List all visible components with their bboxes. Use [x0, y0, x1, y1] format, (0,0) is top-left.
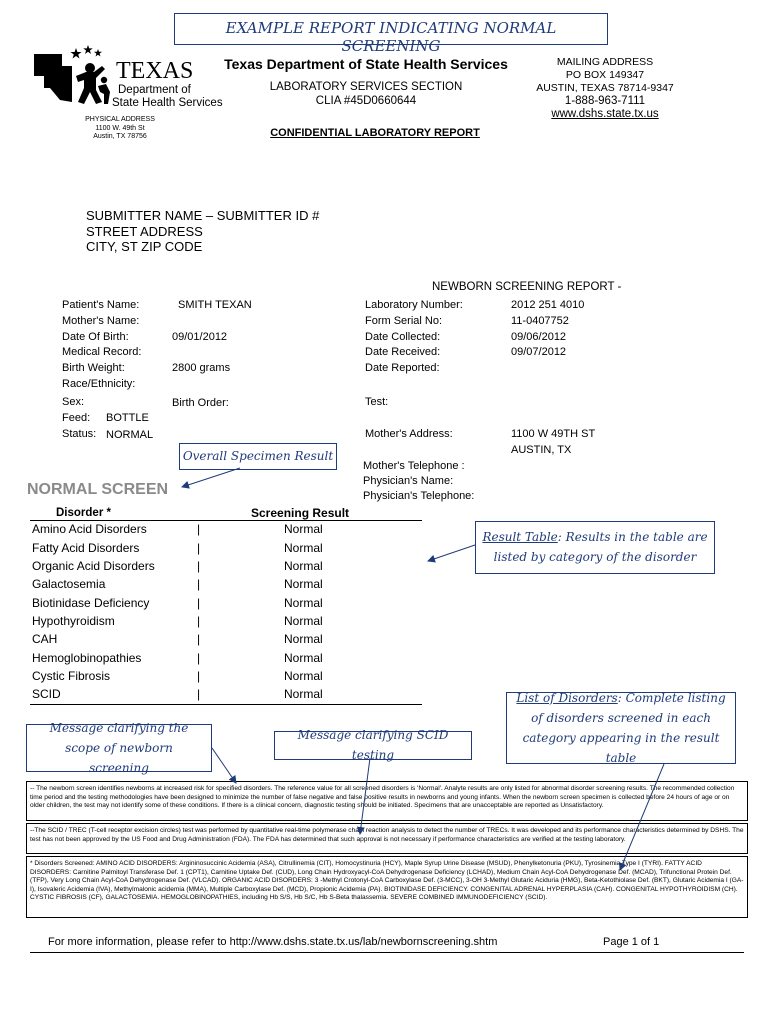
row-disorder: Hemoglobinopathies [32, 651, 142, 665]
overall-result: NORMAL SCREEN [27, 481, 169, 498]
row-result: Normal [284, 522, 323, 536]
row-separator: | [197, 687, 201, 701]
callout-list-heading: List of Disorders [516, 691, 618, 705]
arrow-overall-result [182, 468, 240, 487]
row-disorder: Fatty Acid Disorders [32, 541, 140, 555]
form-serial: 11-0407752 [511, 315, 569, 327]
patient-name: SMITH TEXAN [178, 299, 252, 311]
patient-name-label: Patient's Name: [62, 299, 140, 311]
mailing-phone: 1-888-963-7111 [564, 95, 646, 107]
banner-title: EXAMPLE REPORT INDICATING NORMAL SCREENING [225, 19, 557, 55]
confidential-title: CONFIDENTIAL LABORATORY REPORT [270, 127, 480, 139]
row-separator: | [197, 614, 201, 628]
date-received-label: Date Received: [365, 346, 441, 358]
test-label: Test: [365, 396, 389, 408]
mailing-web[interactable]: www.dshs.state.tx.us [551, 108, 659, 120]
birth-weight-label: Birth Weight: [62, 362, 125, 374]
note-scid-text: --The SCID / TREC (T-cell receptor excision circles) test was performed by quantitative real-time polymerase chain reaction analysis to detect the number of TRECs. It was developed and its performance characteristics determined by DSHS. The test has not been approved by the US Food and Drug Administration (FDA). The FDA has determined that such approval is not necessary if performance characteristics are verified at the testing laboratory. [30, 827, 744, 843]
note-scope-text: -- The newborn screen identifies newborns at increased risk for specified disorders. The reference value for all screened disorders is 'Normal'. Analyte results are only listed for abnormal disorder screening results. The recommended collection time period and the testing methodologies have been designed to minimize the number of false negative and false positive results in newborns and young infants. When the newborn screen specimen is collected before 24 hours of age or on older children, the test may not identify some of these conditions. If there is a clinical concern, diagnostic testing should be initiated. Specimens that are unacceptable are reported as Unsatisfactory. [30, 785, 735, 809]
row-disorder: CAH [32, 632, 58, 646]
sex-label: Sex: [62, 396, 85, 408]
row-result: Normal [284, 651, 323, 665]
col-header-result: Screening Result [251, 506, 350, 520]
row-separator: | [197, 651, 201, 665]
callout-result-table-heading: Result Table [482, 529, 558, 544]
feed-value: BOTTLE [106, 412, 149, 424]
submitter-street: STREET ADDRESS [86, 223, 203, 239]
row-disorder: Amino Acid Disorders [32, 522, 147, 536]
row-result: Normal [284, 596, 323, 610]
row-result: Normal [284, 687, 323, 701]
row-result: Normal [284, 559, 323, 573]
date-collected: 09/06/2012 [511, 331, 567, 343]
physical-address-label: PHYSICAL ADDRESS [85, 116, 155, 123]
row-separator: | [197, 596, 201, 610]
lab-number-label: Laboratory Number: [365, 299, 463, 311]
logo-dept-line1: Department of [118, 84, 191, 96]
feed-label: Feed: [62, 412, 91, 424]
arrow-scope [212, 748, 236, 783]
mother-name-label: Mother's Name: [62, 315, 140, 327]
date-reported-label: Date Reported: [365, 362, 440, 374]
row-separator: | [197, 669, 201, 683]
clia-number: CLIA #45D0660644 [315, 95, 417, 107]
note-disorders-text: AMINO ACID DISORDERS: Argininosuccinic Acidemia (ASA), Citrullinemia (CIT), Homocystinuria (HCY), Maple Syrup Urine Disease (MSUD), Phenylketonuria (PKU), Tyrosinemia Type I (TYRI). FATTY ACID DISORDERS: Carnitine Palmitoyl Transferase Def. 1 (CPT1), Carnitine Uptake Def. (CUD), Long Chain Hydroxyacyl-CoA Dehydrogenase Deficiency (LCHAD), Medium Chain Acyl-CoA Dehydrogenase Def. (MCAD), Trifunctional Protein Def. (TFP), Very Long Chain Acyl-CoA Dehydrogenase Def. (VLCAD). ORGANIC ACID DISORDERS: 3 -Methyl Crotonyl-CoA Carboxylase Def. (3-MCC), 3-OH 3-Methyl Glutaric Aciduria (HMG), Beta-Ketothiolase Def. (BKT), Glutaric Acidemia I (GA-I), Isovaleric Acidemia (IVA), Methylmalonic acidemia (MMA), Multiple Carboxylase Def. (MCD), Propionic Acidemia (PA). BIOTINIDASE DEFICIENCY. CONGENITAL ADRENAL HYPERPLASIA (CAH). CONGENITAL HYPOTHYROIDISM (CH). CYSTIC FIBROSIS (CF), GALACTOSEMIA. HEMOGLOBINOPATHIES, including Hb S/S, Hb S/C, Hb S-Beta thalassemia. SEVERE COMBINED IMMUNODEFICIENCY (SCID). [30, 860, 744, 901]
medical-record-label: Medical Record: [62, 346, 142, 358]
date-received: 09/07/2012 [511, 346, 567, 358]
status-label: Status: [62, 428, 97, 440]
birth-weight-value: 2800 grams [172, 362, 231, 374]
mailing-box: PO BOX 149347 [565, 69, 645, 81]
row-disorder: SCID [32, 687, 61, 701]
callout-list-text: : Complete listing of disorders screened in each category appearing in the result table [522, 691, 726, 765]
mailing-city: AUSTIN, TEXAS 78714-9347 [536, 82, 674, 94]
row-result: Normal [284, 541, 323, 555]
row-separator: | [197, 577, 201, 591]
mother-address-line1: 1100 W 49TH ST [511, 428, 596, 440]
physician-telephone-label: Physician's Telephone: [363, 490, 475, 502]
col-header-disorder: Disorder * [56, 507, 111, 519]
row-disorder: Galactosemia [32, 577, 106, 591]
mother-address-label: Mother's Address: [365, 428, 453, 440]
callout-overall-text: Overall Specimen Result [182, 448, 334, 463]
arrow-scid [360, 758, 370, 834]
date-collected-label: Date Collected: [365, 331, 441, 343]
row-result: Normal [284, 614, 323, 628]
row-result: Normal [284, 632, 323, 646]
row-disorder: Cystic Fibrosis [32, 669, 111, 683]
row-separator: | [197, 541, 201, 555]
lab-section: LABORATORY SERVICES SECTION [269, 81, 463, 93]
row-result: Normal [284, 669, 323, 683]
report-title: NEWBORN SCREENING REPORT - [432, 281, 622, 293]
callout-scid-text: Message clarifying SCID testing [297, 727, 449, 762]
callout-scope-text: Message clarifying the scope of newborn screening [49, 721, 189, 775]
note-disorders-prefix: * Disorders Screened: [30, 860, 96, 867]
lab-number: 2012 251 4010 [511, 299, 585, 311]
arrow-result-table [428, 545, 475, 561]
row-separator: | [197, 522, 201, 536]
status-value: NORMAL [106, 429, 154, 441]
birth-order-label: Birth Order: [172, 397, 229, 409]
dob-value: 09/01/2012 [172, 331, 228, 343]
mother-telephone-label: Mother's Telephone : [363, 460, 465, 472]
row-disorder: Biotinidase Deficiency [32, 596, 150, 610]
page-number: Page 1 of 1 [603, 936, 660, 948]
row-disorder: Hypothyroidism [32, 614, 115, 628]
agency-name: Texas Department of State Health Services [224, 56, 508, 72]
submitter-city: CITY, ST ZIP CODE [86, 239, 203, 254]
row-disorder: Organic Acid Disorders [32, 559, 155, 573]
callout-result-table-text: : Results in the table are listed by category of the disorder [493, 529, 708, 564]
physical-address-city: Austin, TX 78756 [93, 133, 147, 140]
race-label: Race/Ethnicity: [62, 378, 136, 390]
mother-address-line2: AUSTIN, TX [511, 444, 572, 456]
row-separator: | [197, 632, 201, 646]
form-serial-label: Form Serial No: [365, 315, 443, 327]
row-separator: | [197, 559, 201, 573]
dob-label: Date Of Birth: [62, 331, 129, 343]
footer-info: For more information, please refer to http://www.dshs.state.tx.us/lab/newbornscreening.shtm [48, 936, 498, 948]
physical-address-street: 1100 W. 49th St [95, 124, 145, 132]
mailing-label: MAILING ADDRESS [556, 56, 654, 68]
arrow-list-of-disorders [620, 764, 664, 870]
submitter-name: SUBMITTER NAME – SUBMITTER ID # [86, 208, 320, 223]
row-result: Normal [284, 577, 323, 591]
logo-dept-line2: State Health Services [112, 97, 223, 109]
physician-name-label: Physician's Name: [363, 475, 454, 487]
logo-texas: TEXAS [116, 58, 194, 84]
